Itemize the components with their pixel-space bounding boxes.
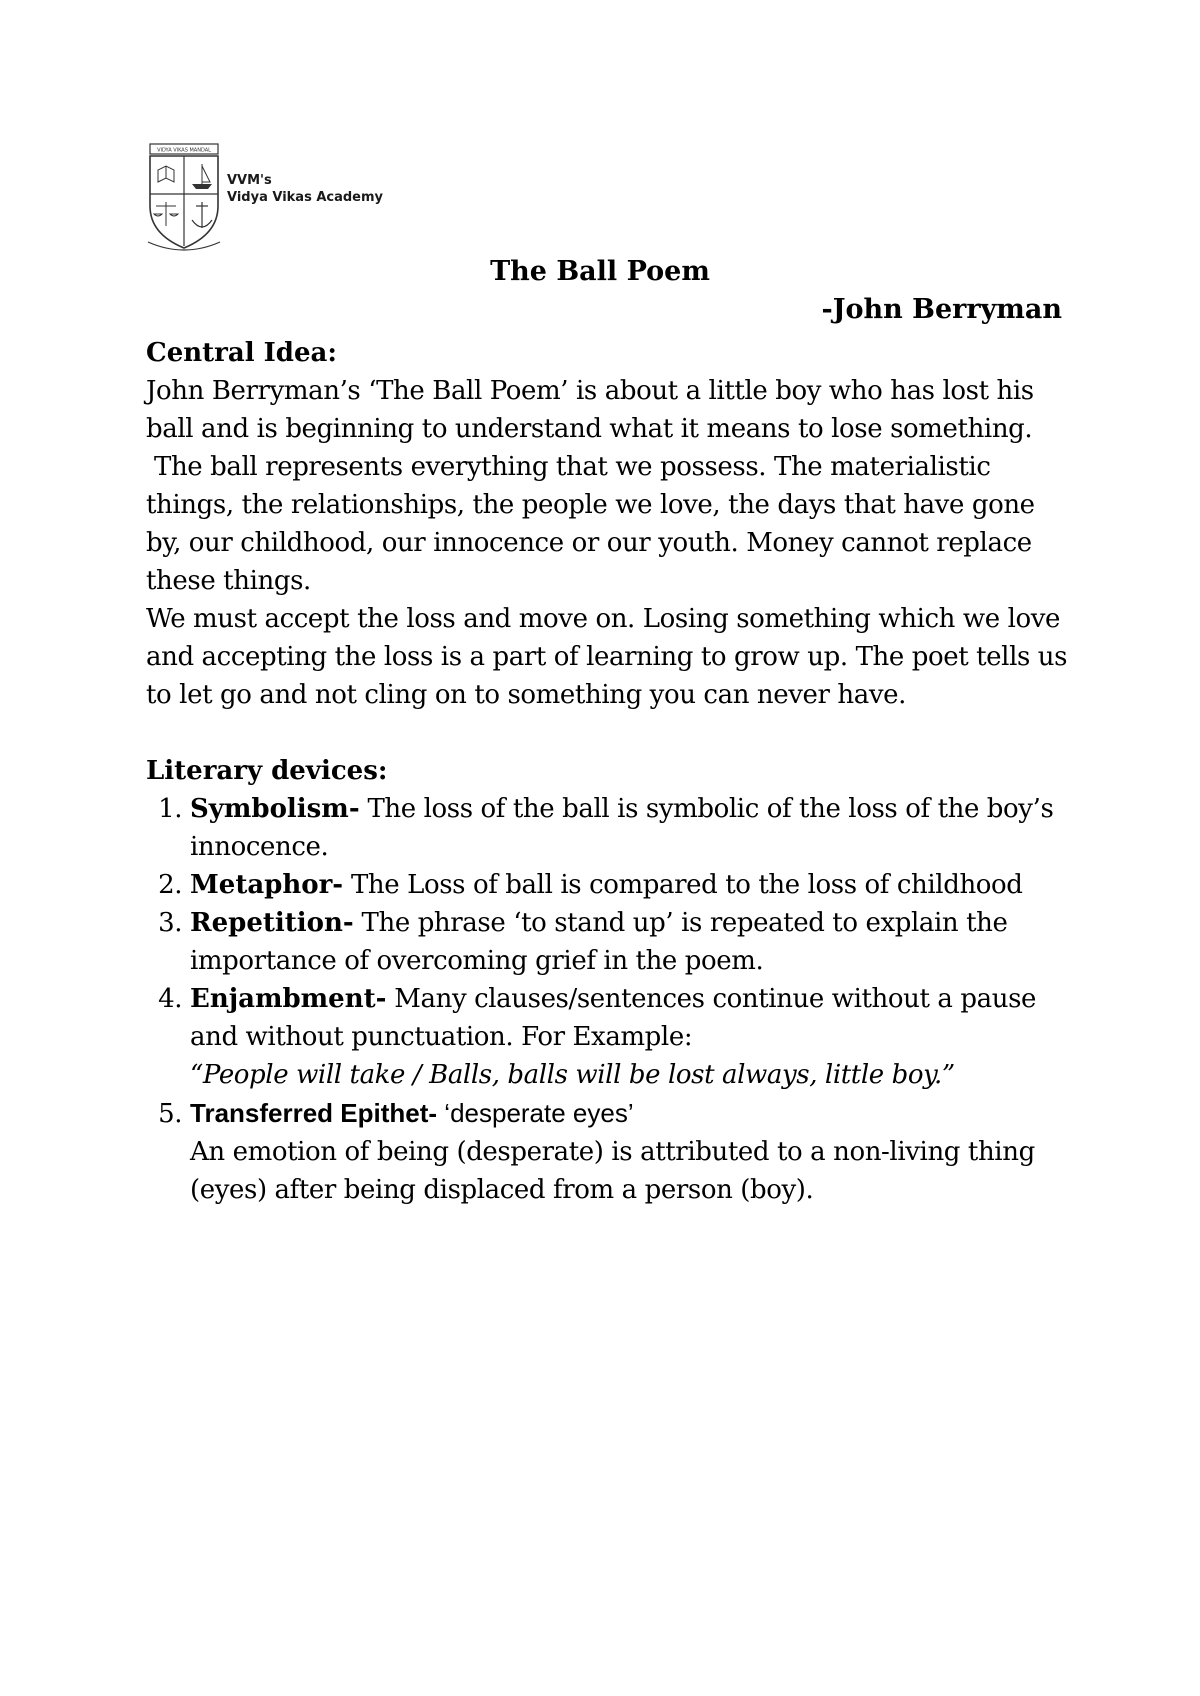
central-idea-paragraph-2: The ball represents everything that we possess. The materialistic things, the relationships, the people we love, the days that have gone by, our childhood, our innocence or our youth. Money cannot replace these things. [146,452,1035,596]
central-idea-paragraph-1: John Berryman’s ‘The Ball Poem’ is about a little boy who has lost his ball and is beginning to understand what it means to lose something. [146,376,1034,444]
device-example-quote: “People will take / Balls, balls will be lost always, little boy.” [190,1060,955,1090]
list-item [190,904,1076,980]
device-explanation: An emotion of being (desperate) is attributed to a non-living thing (eyes) after being displaced from a person (boy). [190,1137,1035,1205]
device-description: The Loss of ball is compared to the loss of childhood [343,870,1023,900]
crest-lettering: VIDYA VIKAS MANDAL [157,147,211,154]
school-crest-logo [144,142,224,254]
device-description: Many clauses/sentences continue without a pause and without punctuation. For Example: [190,984,1036,1052]
literary-devices-list [146,790,1076,1209]
list-item [190,980,1076,1094]
school-name: Vidya Vikas Academy [227,190,384,205]
device-description: ‘desperate eyes’ [437,1098,634,1128]
school-prefix: VVM's [227,173,272,188]
section-spacer [146,714,1076,752]
school-name-block [227,172,383,206]
poem-author: -John Berryman [821,294,1062,325]
list-item [190,866,1076,904]
device-description: The phrase ‘to stand up’ is repeated to explain the importance of overcoming grief in the poem. [190,908,1008,976]
list-item [190,1094,1076,1209]
device-term: Enjambment- [190,984,387,1014]
device-description: The loss of the ball is symbolic of the loss of the boy’s innocence. [190,794,1054,862]
literary-devices-heading: Literary devices: [146,756,388,786]
device-term: Metaphor- [190,870,344,900]
notes-body [146,334,1076,1209]
device-term: Repetition- [190,908,354,938]
central-idea-heading: Central Idea: [146,338,337,368]
poem-title: The Ball Poem [490,256,710,287]
list-item [190,790,1076,866]
central-idea-paragraph-3: We must accept the loss and move on. Losing something which we love and accepting the loss is a part of learning to grow up. The poet tells us to let go and not cling on to something you can never have. [146,604,1068,710]
device-term: Symbolism- [190,794,360,824]
device-term: Transferred Epithet- [190,1098,438,1128]
